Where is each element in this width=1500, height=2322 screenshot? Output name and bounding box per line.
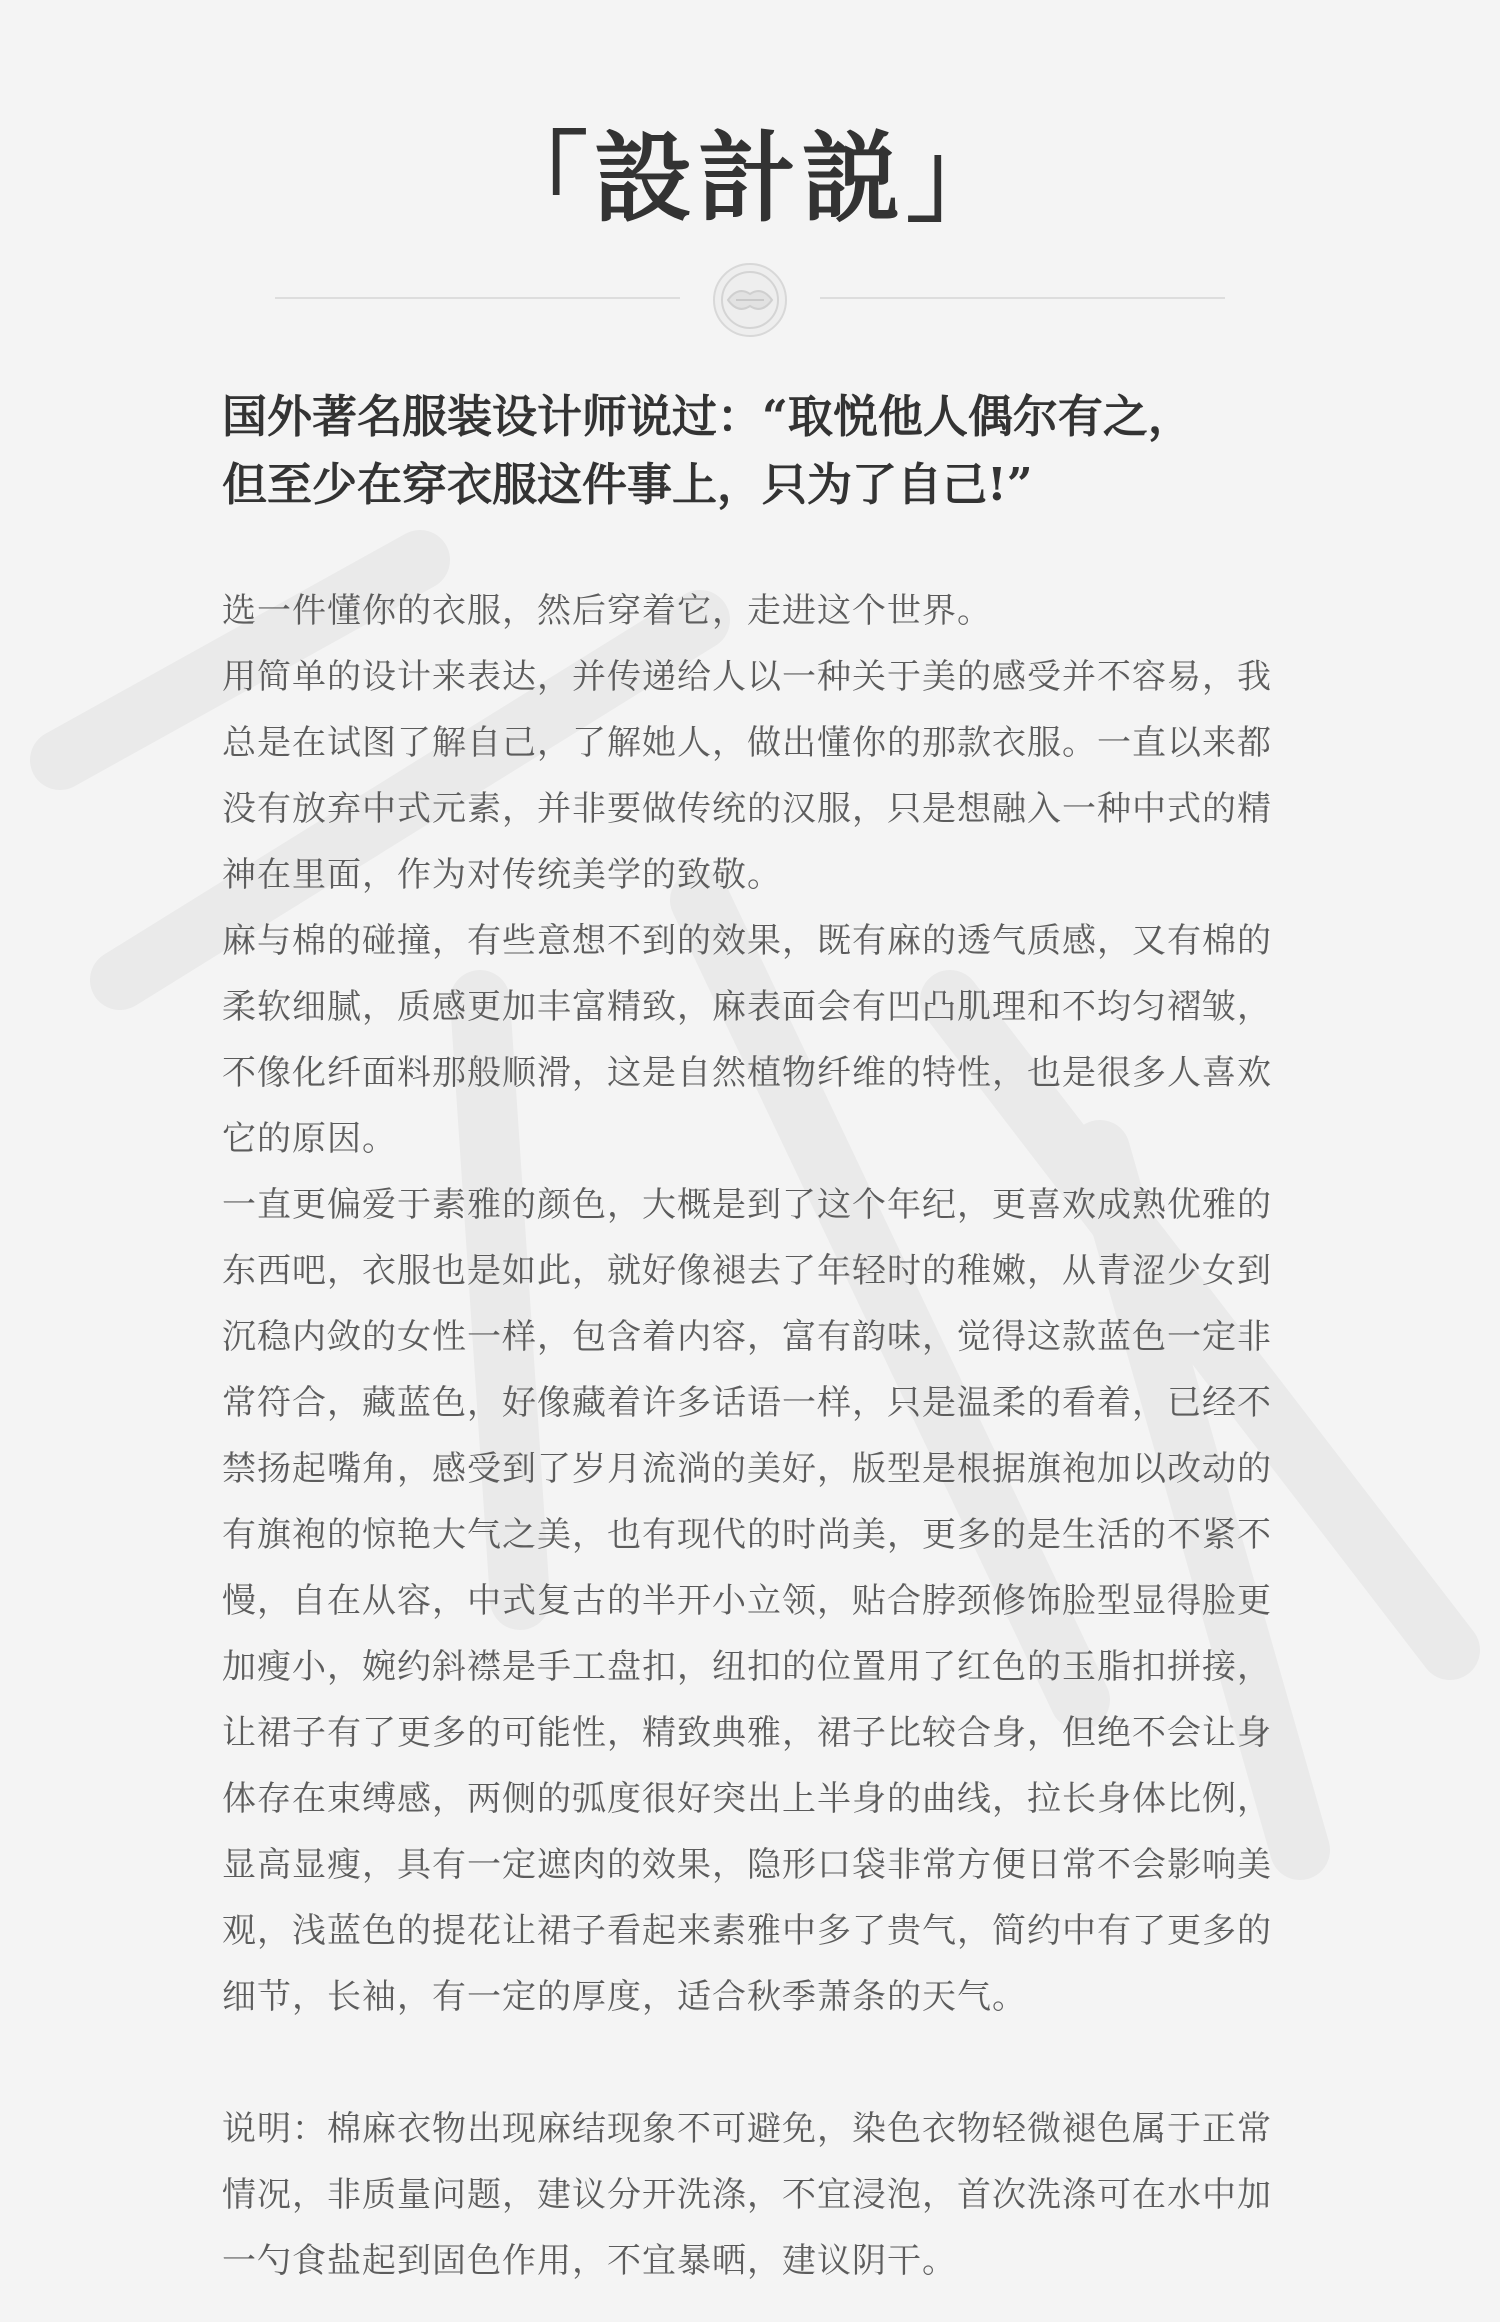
body-line: 它的原因。 — [222, 1119, 397, 1159]
quote-line: 国外著名服装设计师说过：“取悦他人偶尔有之， — [222, 390, 1193, 443]
divider-line-right — [820, 297, 1225, 299]
body-line: 观，浅蓝色的提花让裙子看起来素雅中多了贵气，简约中有了更多的 — [222, 1911, 1272, 1951]
title-divider — [0, 255, 1500, 345]
body-line: 常符合，藏蓝色，好像藏着许多话语一样，只是温柔的看着，已经不 — [222, 1383, 1272, 1423]
body-line: 用简单的设计来表达，并传递给人以一种关于美的感受并不容易，我 — [222, 657, 1272, 697]
description-text — [222, 578, 1327, 2294]
body-line: 让裙子有了更多的可能性，精致典雅，裙子比较合身，但绝不会让身 — [222, 1713, 1272, 1753]
note-line: 一勺食盐起到固色作用，不宜暴晒，建议阴干。 — [222, 2241, 957, 2281]
body-line: 总是在试图了解自己，了解她人，做出懂你的那款衣服。一直以来都 — [222, 723, 1272, 763]
body-line: 加瘦小，婉约斜襟是手工盘扣，纽扣的位置用了红色的玉脂扣拼接， — [222, 1647, 1272, 1687]
body-line: 柔软细腻，质感更加丰富精致，麻表面会有凹凸肌理和不均匀褶皱， — [222, 987, 1272, 1027]
body-line: 麻与棉的碰撞，有些意想不到的效果，既有麻的透气质感，又有棉的 — [222, 921, 1272, 961]
divider-line-left — [275, 297, 680, 299]
body-line: 神在里面，作为对传统美学的致敬。 — [222, 855, 782, 895]
body-line: 体存在束缚感，两侧的弧度很好突出上半身的曲线，拉长身体比例， — [222, 1779, 1272, 1819]
body-line: 东西吧，衣服也是如此，就好像褪去了年轻时的稚嫩，从青涩少女到 — [222, 1251, 1272, 1291]
page-title: 「設計説」 — [489, 121, 1010, 236]
body-line: 选一件懂你的衣服，然后穿着它，走进这个世界。 — [222, 591, 992, 631]
body-line: 有旗袍的惊艳大气之美，也有现代的时尚美，更多的是生活的不紧不 — [222, 1515, 1272, 1555]
body-line: 慢，自在从容，中式复古的半开小立领，贴合脖颈修饰脸型显得脸更 — [222, 1581, 1272, 1621]
body-line: 禁扬起嘴角，感受到了岁月流淌的美好，版型是根据旗袍加以改动的 — [222, 1449, 1272, 1489]
body-line: 沉稳内敛的女性一样，包含着内容，富有韵味，觉得这款蓝色一定非 — [222, 1317, 1272, 1357]
quote-line: 但至少在穿衣服这件事上，只为了自己!” — [222, 458, 1033, 511]
body-line: 不像化纤面料那般顺滑，这是自然植物纤维的特性，也是很多人喜欢 — [222, 1053, 1272, 1093]
paragraph-gap — [222, 2030, 1327, 2096]
body-line: 没有放弃中式元素，并非要做传统的汉服，只是想融入一种中式的精 — [222, 789, 1272, 829]
cloud-medallion-icon — [710, 260, 790, 340]
note-line: 情况，非质量问题，建议分开洗涤，不宜浸泡，首次洗涤可在水中加 — [222, 2175, 1272, 2215]
note-line: 说明：棉麻衣物出现麻结现象不可避免，染色衣物轻微褪色属于正常 — [222, 2109, 1272, 2149]
body-line: 一直更偏爱于素雅的颜色，大概是到了这个年纪，更喜欢成熟优雅的 — [222, 1185, 1272, 1225]
body-line: 显高显瘦，具有一定遮肉的效果，隐形口袋非常方便日常不会影响美 — [222, 1845, 1272, 1885]
body-line: 细节，长袖，有一定的厚度，适合秋季萧条的天气。 — [222, 1977, 1027, 2017]
designer-quote — [222, 383, 1332, 519]
